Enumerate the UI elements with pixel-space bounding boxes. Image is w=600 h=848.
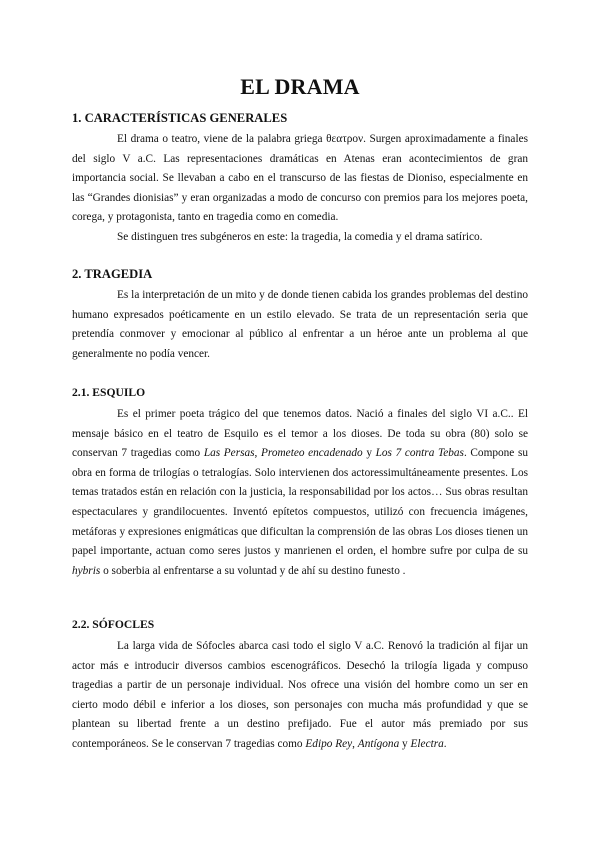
work-title: Las Persas — [203, 447, 255, 460]
work-title: Antígona — [357, 737, 400, 750]
greek-term: hybris — [72, 564, 101, 577]
section-caracteristicas — [72, 110, 528, 248]
text-run: y — [362, 447, 376, 460]
section-tragedia — [72, 266, 528, 364]
text-run: La larga vida de Sófocles abarca casi todo el siglo V a.C. Renovó la tradición al fijar un actor más e introducir diversos cambios escenográficos. Desechó la trilogía ligada y compuso tragedias a partir de un personaje individual. Nos ofrece una visión del hombre como un ser en cierto modo débil e inferior a los dioses, son personajes con mucha más profundidad y que se plantean su libertad frente a un destino prefijado. Fue el autor más premiado por sus contemporáneos. Se le conservan 7 tragedias como — [72, 640, 528, 750]
section-sofocles — [72, 617, 528, 755]
subsection-heading: 2.2. SÓFOCLES — [72, 618, 155, 631]
paragraph — [72, 405, 528, 581]
text-run: y — [399, 737, 411, 750]
section-heading: 2. TRAGEDIA — [72, 267, 153, 281]
paragraph: El drama o teatro, viene de la palabra griega θεατρον. Surgen aproximadamente a finales del siglo V a.C. Las representaciones dramáticas en Atenas eran acontecimientos de gran importancia social. Se llevaban a cabo en el transcurso de las fiestas de Dioniso, especialmente en las “Grandes dionisias” y eran organizadas a modo de concurso con premios para los mejores poeta, corega, y protagonista, tanto en tragedia como en comedia. — [72, 133, 528, 224]
subsection-heading: 2.1. ESQUILO — [72, 386, 146, 399]
page-title: EL DRAMA — [240, 74, 360, 99]
work-title: Prometeo encadenado — [261, 447, 363, 460]
section-heading: 1. CARACTERÍSTICAS GENERALES — [72, 111, 288, 125]
work-title: Electra — [410, 737, 444, 750]
text-run: . Compone su obra en forma de trilogías o tetralogías. Solo intervienen dos actoressimultáneamente presentes. Los temas tratados están en relación con la justicia, la responsabilidad por los actos… Sus obras resultan espectaculares y grandilocuentes. Inventó epítetos compuestos, utilizó con frecuencia imágenes, metáforas y expresiones enigmáticas que dificultan la comprensión de las obras Los dioses tienen un papel importante, actuan como seres justos y manrienen el orden, el hombre sufre por culpa de su — [72, 447, 528, 558]
work-title: Los 7 contra Tebas — [375, 447, 464, 460]
text-run: o soberbia al enfrentarse a su voluntad y de ahí su destino funesto . — [100, 564, 406, 577]
work-title: Edipo Rey — [305, 737, 353, 750]
text-run: , — [352, 737, 358, 750]
paragraph: Se distinguen tres subgéneros en este: la tragedia, la comedia y el drama satírico. — [117, 230, 483, 243]
paragraph: Es la interpretación de un mito y de donde tienen cabida los grandes problemas del destino humano expresados poéticamente en un estilo elevado. Se trata de un representación seria que pretendía conmover y emocionar al público al enfrentar a un héroe ante un problema al que generalmente no podía vencer. — [72, 289, 528, 360]
paragraph — [72, 637, 528, 755]
text-run: , — [254, 447, 261, 460]
text-run: . — [443, 737, 447, 750]
text-run: Es el primer poeta trágico del que tenemos datos. Nació a finales del siglo VI a.C.. El mensaje básico en el teatro de Esquilo es el temor a los dioses. De toda su obra (80) solo se conservan 7 tragedias como — [72, 408, 528, 460]
section-esquilo — [72, 385, 528, 581]
